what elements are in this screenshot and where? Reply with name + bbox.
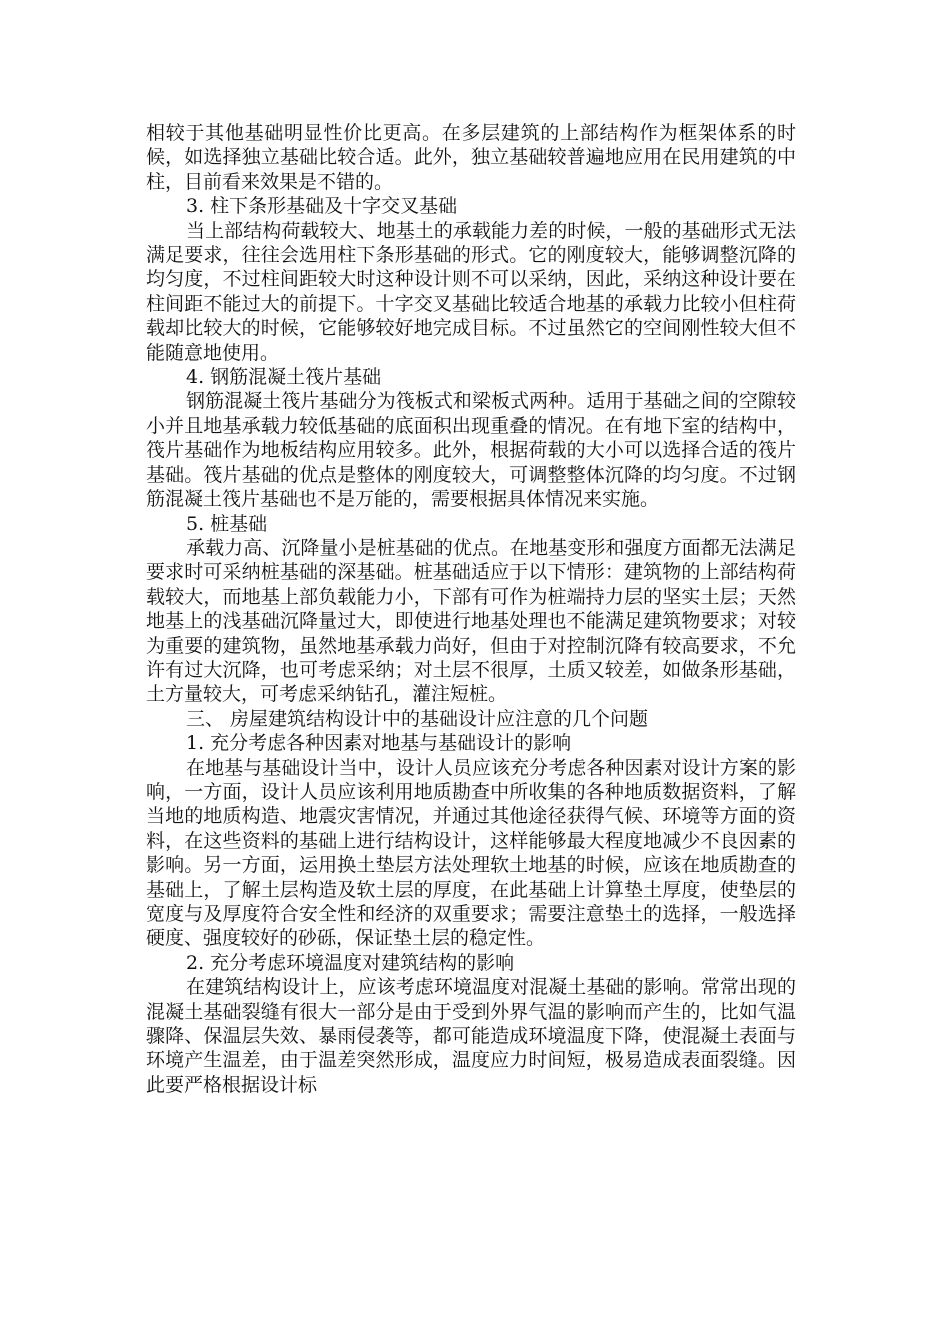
document-page [146,121,796,1097]
section-heading: 4. 钢筋混凝土筏片基础 [186,366,382,389]
section-heading: 3. 柱下条形基础及十字交叉基础 [186,195,458,218]
paragraph: 在建筑结构设计上，应该考虑环境温度对混凝土基础的影响。常常出现的混凝土基础裂缝有很大一部分是由于受到外界气温的影响而产生的，比如气温骤降、保温层失效、暴雨侵袭等，都可能造成环境温度下降，使混凝土表面与环境产生温差，由于温差突然形成，温度应力时间短，极易造成表面裂缝。因此要严格根据设计标 [146,976,796,1096]
section-heading: 1. 充分考虑各种因素对地基与基础设计的影响 [186,732,572,755]
chapter-heading: 三、 房屋建筑结构设计中的基础设计应注意的几个问题 [186,707,649,730]
paragraph: 当上部结构荷载较大、地基土的承载能力差的时候，一般的基础形式无法满足要求，往往会选用柱下条形基础的形式。它的刚度较大，能够调整沉降的均匀度，不过柱间距较大时这种设计则不可以采纳，因此，采纳这种设计要在柱间距不能过大的前提下。十字交叉基础比较适合地基的承载力比较小但柱荷载却比较大的时候，它能够较好地完成目标。不过虽然它的空间刚性较大但不能随意地使用。 [146,219,796,364]
section-heading: 5. 桩基础 [186,512,268,535]
paragraph: 承载力高、沉降量小是桩基础的优点。在地基变形和强度方面都无法满足要求时可采纳桩基础的深基础。桩基础适应于以下情形：建筑物的上部结构荷载较大，而地基上部负载能力小，下部有可作为桩端持力层的坚实土层；天然地基上的浅基础沉降量过大，即使进行地基处理也不能满足建筑物要求；对较为重要的建筑物，虽然地基承载力尚好，但由于对控制沉降有较高要求，不允许有过大沉降，也可考虑采纳；对土层不很厚，土质又较差，如做条形基础，土方量较大，可考虑采纳钻孔，灌注短桩。 [146,536,796,706]
paragraph: 在地基与基础设计当中，设计人员应该充分考虑各种因素对设计方案的影响，一方面，设计人员应该利用地质勘查中所收集的各种地质数据资料，了解当地的地质构造、地震灾害情况，并通过其他途径获得气候、环境等方面的资料，在这些资料的基础上进行结构设计，这样能够最大程度地减少不良因素的影响。另一方面，运用换土垫层方法处理软土地基的时候，应该在地质勘查的基础上，了解土层构造及软土层的厚度，在此基础上计算垫土厚度，使垫层的宽度与及厚度符合安全性和经济的双重要求；需要注意垫土的选择，一般选择硬度、强度较好的砂砾，保证垫土层的稳定性。 [146,756,796,950]
paragraph: 相较于其他基础明显性价比更高。在多层建筑的上部结构作为框架体系的时候，如选择独立基础比较合适。此外，独立基础较普遍地应用在民用建筑的中柱，目前看来效果是不错的。 [146,122,796,193]
section-heading: 2. 充分考虑环境温度对建筑结构的影响 [186,951,515,974]
paragraph: 钢筋混凝土筏片基础分为筏板式和梁板式两种。适用于基础之间的空隙较小并且地基承载力较低基础的底面积出现重叠的情况。在有地下室的结构中，筏片基础作为地板结构应用较多。此外，根据荷载的大小可以选择合适的筏片基础。筏片基础的优点是整体的刚度较大，可调整整体沉降的均匀度。不过钢筋混凝土筏片基础也不是万能的，需要根据具体情况来实施。 [146,390,796,511]
